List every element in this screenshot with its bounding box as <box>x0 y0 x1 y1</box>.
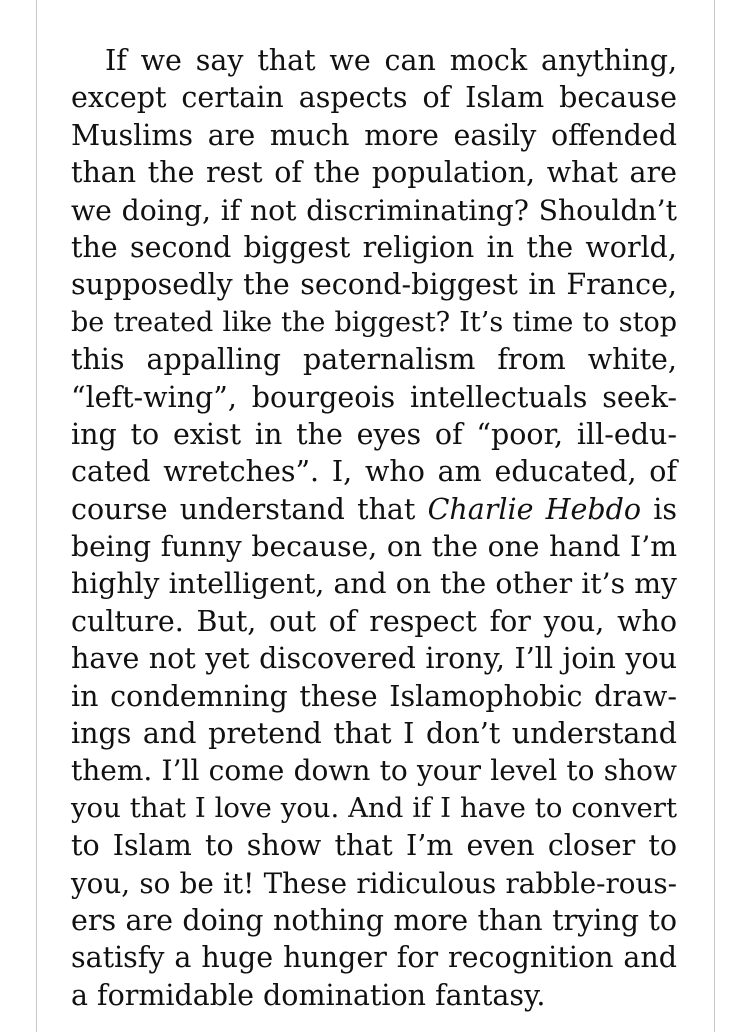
text-line: ers are doing nothing more than trying to <box>71 903 677 937</box>
text-line: a formidable domination fantasy. <box>71 978 546 1012</box>
text-segment: course understand that <box>71 492 428 526</box>
text-line: being funny because, on the one hand I’m <box>71 530 677 564</box>
text-line: satisfy a huge hunger for recognition and <box>71 941 677 975</box>
text-segment: is <box>641 492 677 526</box>
text-line: highly intelligent, and on the other it’s my <box>71 567 677 601</box>
article-paragraph <box>71 42 677 1014</box>
text-line: except certain aspects of Islam because <box>71 81 677 115</box>
text-line: this appalling paternalism from white, <box>71 343 677 377</box>
text-line: you that I love you. And if I have to convert <box>71 791 677 824</box>
text-line: them. I’ll come down to your level to show <box>71 754 677 788</box>
text-line: Muslims are much more easily offended <box>71 118 677 152</box>
text-line: we doing, if not discriminating? Shouldn’t <box>71 193 677 227</box>
publication-title: Charlie Hebdo <box>427 492 642 526</box>
text-line: than the rest of the population, what are <box>71 156 677 190</box>
text-line-with-italic <box>71 491 677 528</box>
text-line: ings and pretend that I don’t understand <box>71 717 677 751</box>
text-line: ing to exist in the eyes of “poor, ill-edu- <box>71 417 677 451</box>
text-line: supposedly the second-biggest in France, <box>71 268 677 302</box>
left-margin-rule <box>36 0 37 1032</box>
right-margin-rule <box>714 0 715 1032</box>
text-line: “left-wing”, bourgeois intellectuals seek- <box>71 380 677 414</box>
text-line: the second biggest religion in the world, <box>71 230 677 264</box>
text-line: If we say that we can mock anything, <box>105 44 677 77</box>
text-line: have not yet discovered irony, I’ll join you <box>71 642 677 676</box>
text-line: be treated like the biggest? It’s time to stop <box>71 306 677 338</box>
text-line: culture. But, out of respect for you, who <box>71 604 677 638</box>
text-line: in condemning these Islamophobic draw- <box>71 679 677 713</box>
text-line: to Islam to show that I’m even closer to <box>71 829 677 863</box>
text-line: cated wretches”. I, who am educated, of <box>71 455 677 489</box>
text-line: you, so be it! These ridiculous rabble-rous- <box>71 866 677 900</box>
